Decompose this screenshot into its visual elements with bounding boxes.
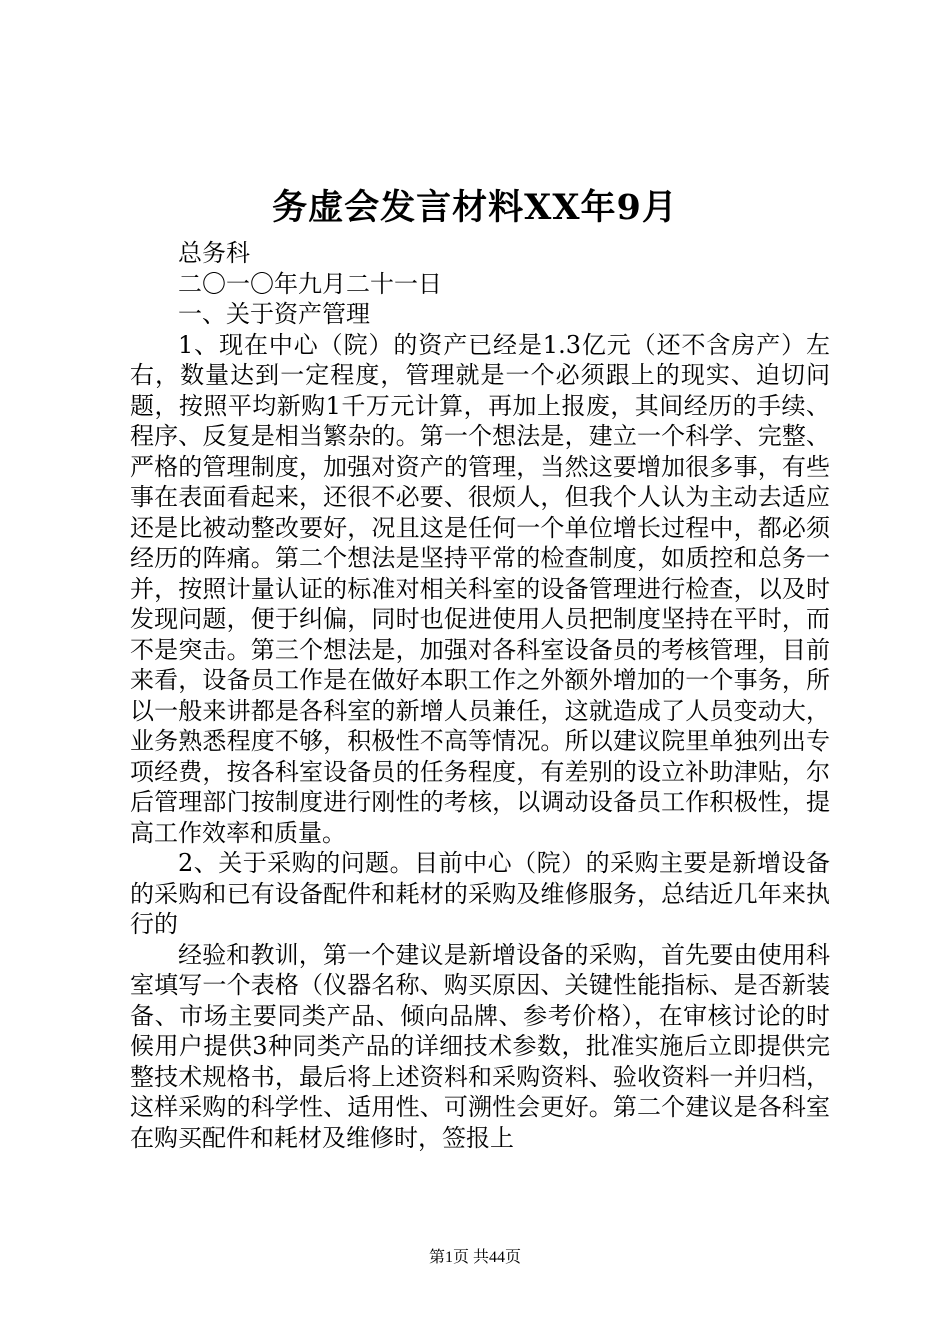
date-line: 二〇一〇年九月二十一日 [178, 269, 442, 298]
document-body [130, 238, 830, 1153]
section-heading: 一、关于资产管理 [178, 300, 370, 328]
paragraph: 2、关于采购的问题。目前中心（院）的采购主要是新增设备的采购和已有设备配件和耗材的采购及维修服务，总结近几年来执行的 [130, 849, 830, 938]
department-line: 总务科 [178, 239, 250, 267]
paragraph: 经验和教训，第一个建议是新增设备的采购，首先要由使用科室填写一个表格（仪器名称、购买原因、关键性能指标、是否新装备、市场主要同类产品、倾向品牌、参考价格），在审核讨论的时候用户提供3种同类产品的详细技术参数，批准实施后立即提供完整技术规格书，最后将上述资料和采购资料、验收资料一并归档，这样采购的科学性、适用性、可溯性会更好。第二个建议是各科室在购买配件和耗材及维修时，签报上 [130, 940, 830, 1152]
paragraph: 1、现在中心（院）的资产已经是1.3亿元（还不含房产）左右，数量达到一定程度，管理就是一个必须跟上的现实、迫切问题，按照平均新购1千万元计算，再加上报废，其间经历的手续、程序、反复是相当繁杂的。第一个想法是，建立一个科学、完整、严格的管理制度，加强对资产的管理，当然这要增加很多事，有些事在表面看起来，还很不必要、很烦人，但我个人认为主动去适应还是比被动整改要好，况且这是任何一个单位增长过程中，都必须经历的阵痛。第二个想法是坚持平常的检查制度，如质控和总务一并，按照计量认证的标准对相关科室的设备管理进行检查，以及时发现问题，便于纠偏，同时也促进使用人员把制度坚持在平时，而不是突击。第三个想法是，加强对各科室设备员的考核管理，目前来看，设备员工作是在做好本职工作之外额外增加的一个事务，所以一般来讲都是各科室的新增人员兼任，这就造成了人员变动大，业务熟悉程度不够，积极性不高等情况。所以建议院里单独列出专项经费，按各科室设备员的任务程度，有差别的设立补助津贴，尔后管理部门按制度进行刚性的考核，以调动设备员工作积极性，提高工作效率和质量。 [130, 330, 830, 847]
page-number-footer: 第1页 共44页 [428, 1249, 521, 1266]
document-title: 务虚会发言材料XX年9月 [272, 187, 678, 228]
